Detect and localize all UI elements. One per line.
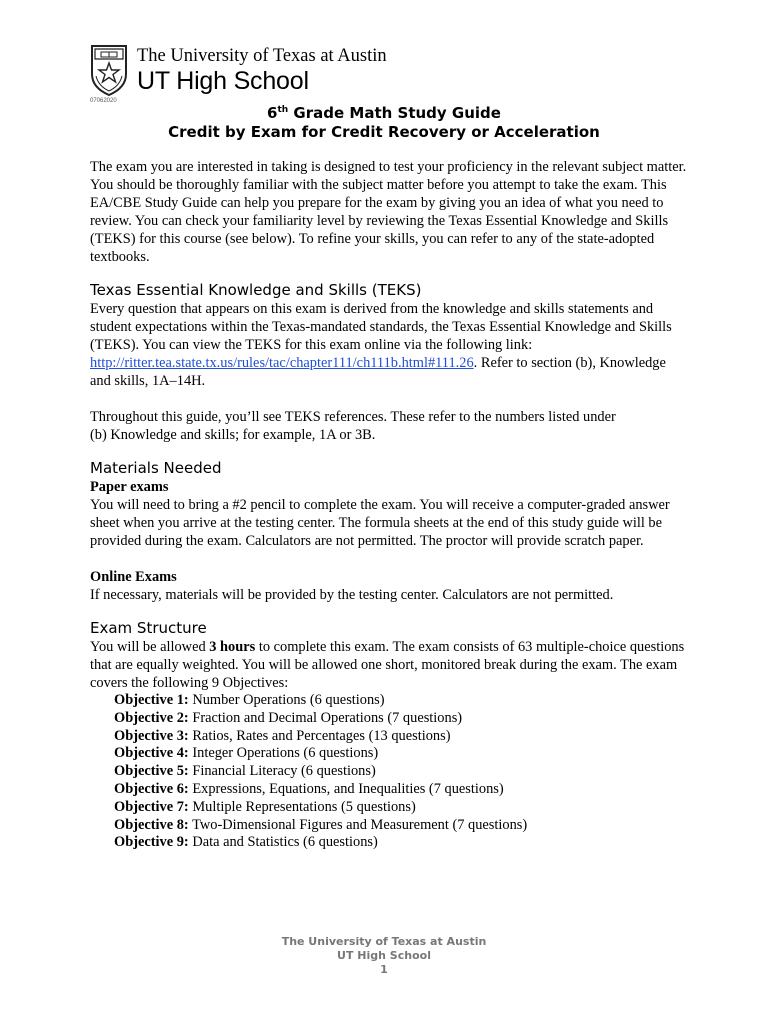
school-name: UT High School (137, 67, 309, 95)
teks-heading: Texas Essential Knowledge and Skills (TEKS) (90, 281, 422, 299)
exam-structure-heading: Exam Structure (90, 619, 207, 637)
objectives-list (114, 692, 690, 852)
online-exams-heading: Online Exams (90, 569, 177, 585)
list-item: Objective 1: Number Operations (6 questions) (114, 692, 385, 708)
teks-paragraph: Every question that appears on this exam is derived from the knowledge and skills statements and student expectations within the Texas-mandated standards, the Texas Essential Knowledge and Skills (TEKS). You can view the TEKS for this exam online via the following link: http://ritter.tea.state.tx.us/rules/tac/chapter111/ch111b.html#111.26. Refer to section (b), Knowledge and skills, 1A–14H. (90, 301, 672, 389)
list-item: Objective 5: Financial Literacy (6 questions) (114, 763, 376, 780)
list-item: Objective 8: Two-Dimensional Figures and Measurement (7 questions) (114, 816, 528, 833)
paper-exams-text: You will need to bring a #2 pencil to complete the exam. You will receive a computer-graded answer sheet when you arrive at the testing center. The formula sheets at the end of this study guide will be provided during the exam. Calculators are not permitted. The proctor will provide scratch paper. (90, 497, 670, 549)
list-item: Objective 7: Multiple Representations (5 questions) (114, 798, 416, 815)
list-item: Objective 6: Expressions, Equations, and Inequalities (7 questions) (114, 780, 504, 797)
page-number: 1 (380, 963, 388, 976)
list-item: Objective 4: Integer Operations (6 questions) (114, 745, 379, 762)
list-item: Objective 9: Data and Statistics (6 questions) (114, 834, 378, 851)
footer-school: UT High School (337, 949, 431, 962)
ut-shield-icon (90, 44, 128, 96)
document-body (90, 158, 690, 852)
list-item: Objective 3: Ratios, Rates and Percentages (13 questions) (114, 727, 451, 744)
document-title (0, 104, 768, 142)
page-footer (0, 935, 768, 977)
intro-paragraph: The exam you are interested in taking is designed to test your proficiency in the relevant subject matter. You should be thoroughly familiar with the subject matter before you attempt to take the exam. This EA/CBE Study Guide can help you prepare for the exam by giving you an idea of what you need to review. You can check your familiarity level by reviewing the Texas Essential Knowledge and Skills (TEKS) for this course (see below). To refine your skills, you can refer to any of the state-adopted textbooks. (90, 159, 687, 265)
paper-exams-heading: Paper exams (90, 479, 169, 495)
logo-code: 07062020 (90, 98, 117, 104)
ordinal-suffix: th (277, 105, 289, 115)
materials-heading: Materials Needed (90, 459, 222, 477)
university-name: The University of Texas at Austin (137, 46, 387, 66)
teks-link[interactable]: http://ritter.tea.state.tx.us/rules/tac/chapter111/ch111b.html#111.26 (90, 355, 474, 371)
online-exams-text: If necessary, materials will be provided by the testing center. Calculators are not permitted. (90, 587, 614, 603)
title-line-1: 6th Grade Math Study Guide (267, 104, 501, 122)
exam-structure-text: You will be allowed 3 hours to complete this exam. The exam consists of 63 multiple-choice questions that are equally weighted. You will be allowed one short, monitored break during the exam. The exam covers the following 9 Objectives: (90, 639, 685, 691)
teks-reference-paragraph: Throughout this guide, you’ll see TEKS references. These refer to the numbers listed under (b) Knowledge and skills; for example, 1A or 3B. (90, 409, 616, 443)
title-line-2: Credit by Exam for Credit Recovery or Acceleration (168, 123, 600, 141)
footer-university: The University of Texas at Austin (281, 935, 487, 948)
list-item: Objective 2: Fraction and Decimal Operations (7 questions) (114, 709, 463, 726)
